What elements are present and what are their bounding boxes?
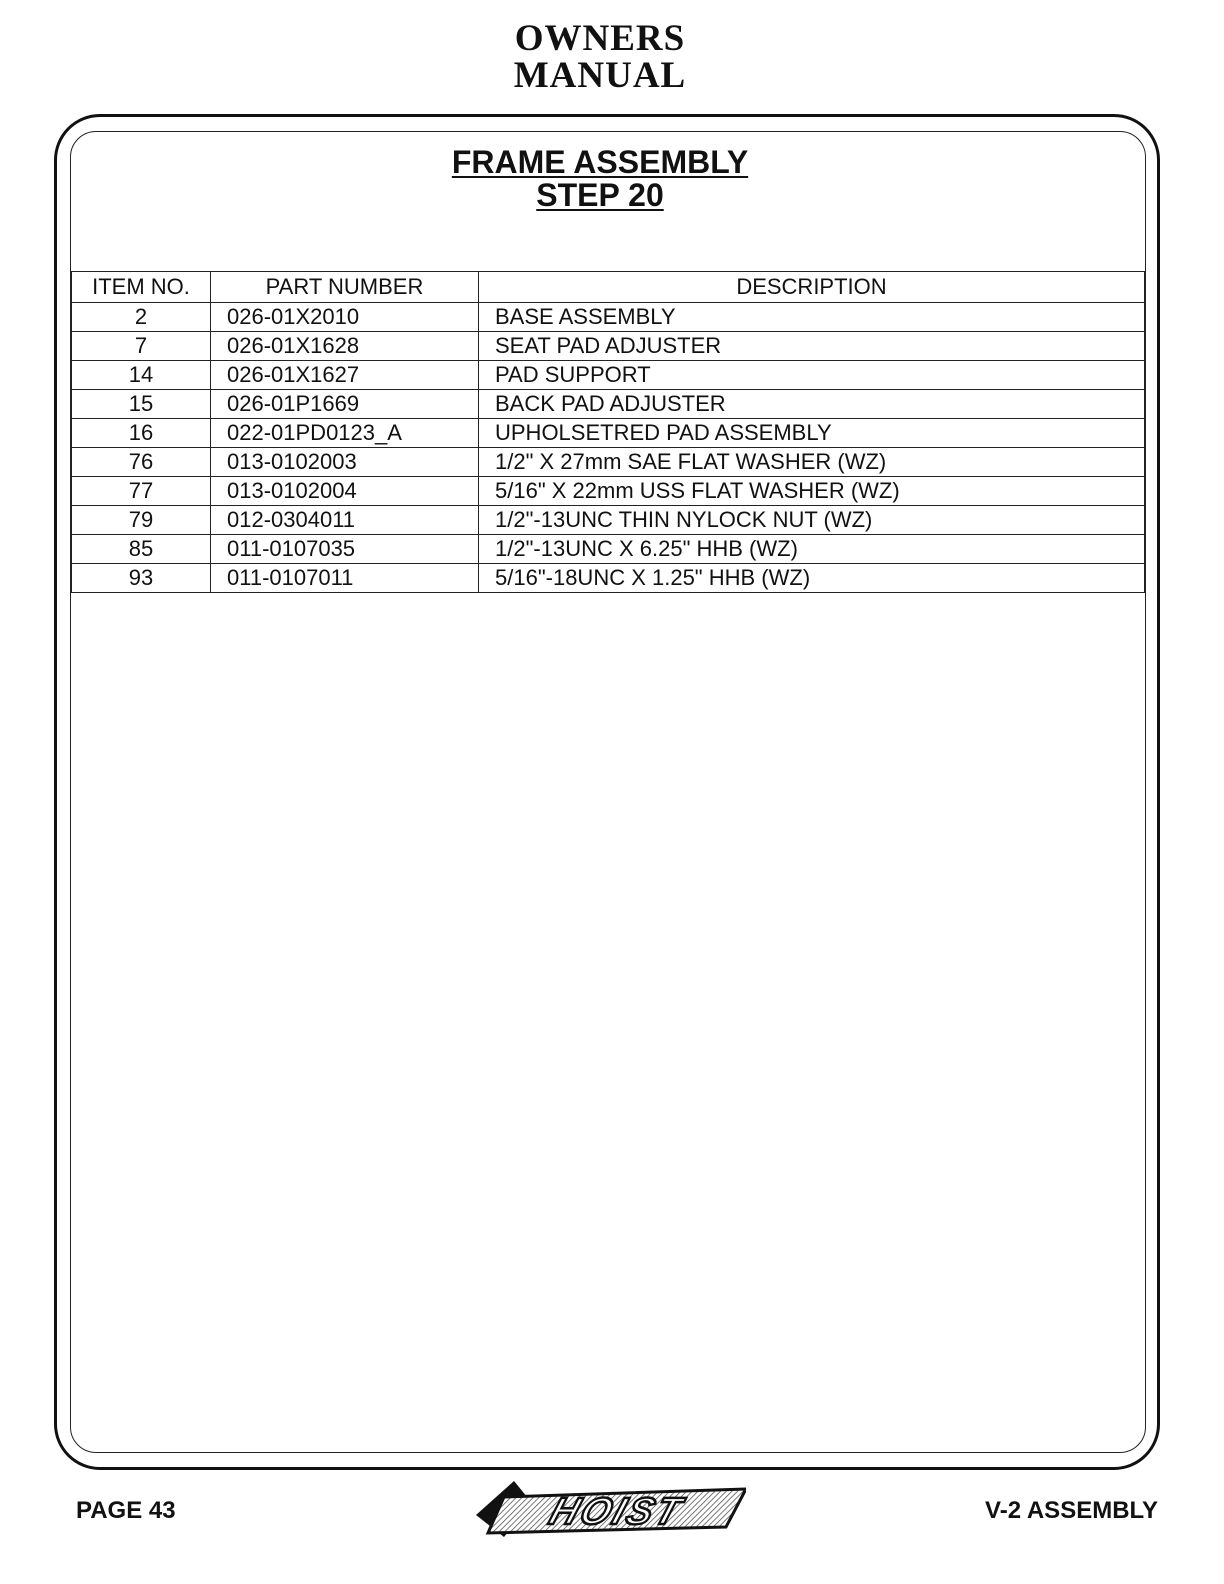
column-header-part-number: PART NUMBER xyxy=(211,272,479,303)
cell-description: 1/2" X 27mm SAE FLAT WASHER (WZ) xyxy=(479,448,1145,477)
cell-description: SEAT PAD ADJUSTER xyxy=(479,332,1145,361)
table-row xyxy=(72,390,1145,419)
table-row xyxy=(72,448,1145,477)
table-row xyxy=(72,303,1145,332)
cell-description: 5/16"-18UNC X 1.25" HHB (WZ) xyxy=(479,564,1145,593)
cell-part-number: 022-01PD0123_A xyxy=(211,419,479,448)
page-number: PAGE 43 xyxy=(76,1497,176,1524)
cell-description: BACK PAD ADJUSTER xyxy=(479,390,1145,419)
section-title-line2: STEP 20 xyxy=(536,177,664,213)
table-row xyxy=(72,361,1145,390)
cell-description: 5/16" X 22mm USS FLAT WASHER (WZ) xyxy=(479,477,1145,506)
cell-part-number: 011-0107011 xyxy=(211,564,479,593)
section-title xyxy=(0,146,1200,212)
cell-part-number: 011-0107035 xyxy=(211,535,479,564)
hoist-logo-text: HOIST xyxy=(544,1490,690,1533)
manual-title-line1: OWNERS xyxy=(514,18,686,59)
column-header-description: DESCRIPTION xyxy=(479,272,1145,303)
cell-part-number: 026-01P1669 xyxy=(211,390,479,419)
cell-description: 1/2"-13UNC X 6.25" HHB (WZ) xyxy=(479,535,1145,564)
cell-part-number: 026-01X1628 xyxy=(211,332,479,361)
section-title-line1: FRAME ASSEMBLY xyxy=(451,144,749,180)
cell-item-no: 16 xyxy=(72,419,211,448)
cell-part-number: 026-01X2010 xyxy=(211,303,479,332)
cell-description: PAD SUPPORT xyxy=(479,361,1145,390)
cell-item-no: 79 xyxy=(72,506,211,535)
table-row xyxy=(72,332,1145,361)
column-header-item-no: ITEM NO. xyxy=(72,272,211,303)
manual-title xyxy=(0,20,1200,94)
cell-item-no: 7 xyxy=(72,332,211,361)
parts-table xyxy=(71,271,1145,593)
table-header-row xyxy=(72,272,1145,303)
cell-item-no: 14 xyxy=(72,361,211,390)
cell-item-no: 93 xyxy=(72,564,211,593)
table-row xyxy=(72,564,1145,593)
cell-part-number: 013-0102004 xyxy=(211,477,479,506)
cell-part-number: 012-0304011 xyxy=(211,506,479,535)
cell-description: 1/2"-13UNC THIN NYLOCK NUT (WZ) xyxy=(479,506,1145,535)
table-row xyxy=(72,506,1145,535)
table-row xyxy=(72,477,1145,506)
cell-item-no: 76 xyxy=(72,448,211,477)
cell-part-number: 013-0102003 xyxy=(211,448,479,477)
cell-item-no: 77 xyxy=(72,477,211,506)
table-row xyxy=(72,535,1145,564)
cell-description: UPHOLSETRED PAD ASSEMBLY xyxy=(479,419,1145,448)
cell-part-number: 026-01X1627 xyxy=(211,361,479,390)
cell-item-no: 15 xyxy=(72,390,211,419)
hoist-logo xyxy=(474,1477,746,1539)
cell-description: BASE ASSEMBLY xyxy=(479,303,1145,332)
parts-table-body xyxy=(72,303,1145,593)
cell-item-no: 85 xyxy=(72,535,211,564)
cell-item-no: 2 xyxy=(72,303,211,332)
section-label: V-2 ASSEMBLY xyxy=(985,1497,1158,1524)
table-row xyxy=(72,419,1145,448)
manual-title-line2: MANUAL xyxy=(513,55,687,96)
